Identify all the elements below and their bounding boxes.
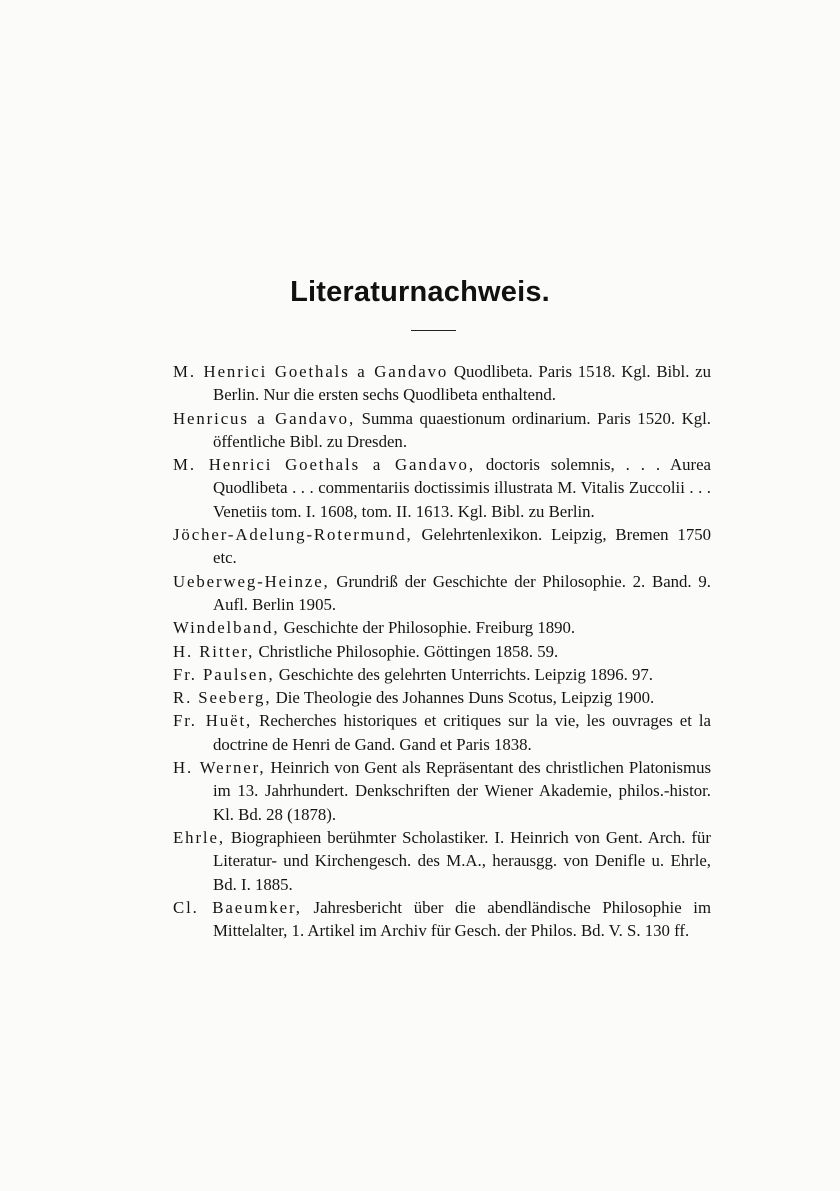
- title-rule: [411, 330, 456, 331]
- entry-text: Jahresbericht über die abendländische Philosophie im Mittelalter, 1. Artikel im Archiv für Gesch. der Philos. Bd. V. S. 130 ff.: [213, 897, 711, 941]
- entry-author: H. Ritter,: [173, 641, 255, 661]
- entry-author: Fr. Huët,: [173, 711, 253, 731]
- bibliography-entry: [173, 453, 711, 523]
- page-title: Literaturnachweis.: [290, 276, 550, 308]
- bibliography-entry: [173, 616, 711, 639]
- entry-text: Geschichte der Philosophie. Freiburg 1890.: [279, 618, 576, 638]
- entry-author: Fr. Paulsen,: [173, 664, 275, 684]
- entry-text: Grundriß der Geschichte der Philosophie. 2. Band. 9. Aufl. Berlin 1905.: [213, 571, 711, 614]
- entry-author: Ueberweg-Heinze,: [173, 571, 330, 591]
- bibliography-entry: [173, 826, 711, 896]
- bibliography-entry: [173, 360, 711, 407]
- bibliography-entry: [173, 663, 711, 686]
- bibliography-entry: [173, 686, 711, 709]
- entry-author: Ehrle,: [173, 827, 225, 847]
- entry-text: Christliche Philosophie. Göttingen 1858. 59.: [254, 641, 559, 661]
- entry-author: M. Henrici Goethals a Gandavo: [173, 362, 449, 381]
- entry-author: M. Henrici Goethals a Gandavo,: [173, 455, 475, 475]
- entry-text: doctoris solemnis, . . . Aurea Quodlibeta . . . commentariis doctissimis illustrata M. Vitalis Zuccolii . . . Venetiis tom. I. 1608, tom. II. 1613. Kgl. Bibl. zu Berlin.: [213, 455, 711, 521]
- entry-text: Summa quaestionum ordinarium. Paris 1520. Kgl. öffentliche Bibl. zu Dresden.: [213, 408, 712, 451]
- bibliography-entry: [173, 709, 711, 756]
- bibliography-entry: [173, 407, 711, 454]
- entry-author: H. Werner,: [173, 758, 266, 778]
- entry-author: Jöcher-Adelung-Rotermund,: [173, 525, 413, 545]
- entry-text: Recherches historiques et critiques sur la vie, les ouvrages et la doctrine de Henri de Gand. Gand et Paris 1838.: [213, 711, 711, 754]
- entry-text: Heinrich von Gent als Repräsentant des christlichen Platonismus im 13. Jahrhundert. Denkschriften der Wiener Akademie, philos.-histor. Kl. Bd. 28 (1878).: [213, 758, 711, 824]
- entry-author: R. Seeberg,: [173, 688, 272, 708]
- bibliography-entry: [173, 570, 711, 617]
- bibliography-entry: [173, 523, 711, 570]
- entry-text: Biographieen berühmter Scholastiker. I. Heinrich von Gent. Arch. für Literatur- und Kirchengesch. des M.A., herausgg. von Denifle u. Ehrle, Bd. I. 1885.: [213, 827, 711, 894]
- bibliography-entry: [173, 896, 711, 943]
- bibliography-entry: [173, 640, 711, 663]
- entry-text: Quodlibeta. Paris 1518. Kgl. Bibl. zu Berlin. Nur die ersten sechs Quodlibeta enthaltend.: [213, 362, 711, 405]
- entry-author: Henricus a Gandavo,: [173, 408, 356, 428]
- bibliography-entry: [173, 756, 711, 826]
- entry-author: Windelband,: [173, 618, 280, 638]
- entry-text: Gelehrtenlexikon. Leipzig, Bremen 1750 etc.: [213, 525, 711, 568]
- entry-author: Cl. Baeumker,: [173, 897, 302, 917]
- bibliography-list: [173, 360, 711, 942]
- entry-text: Die Theologie des Johannes Duns Scotus, Leipzig 1900.: [271, 688, 655, 708]
- entry-text: Geschichte des gelehrten Unterrichts. Leipzig 1896. 97.: [274, 664, 653, 684]
